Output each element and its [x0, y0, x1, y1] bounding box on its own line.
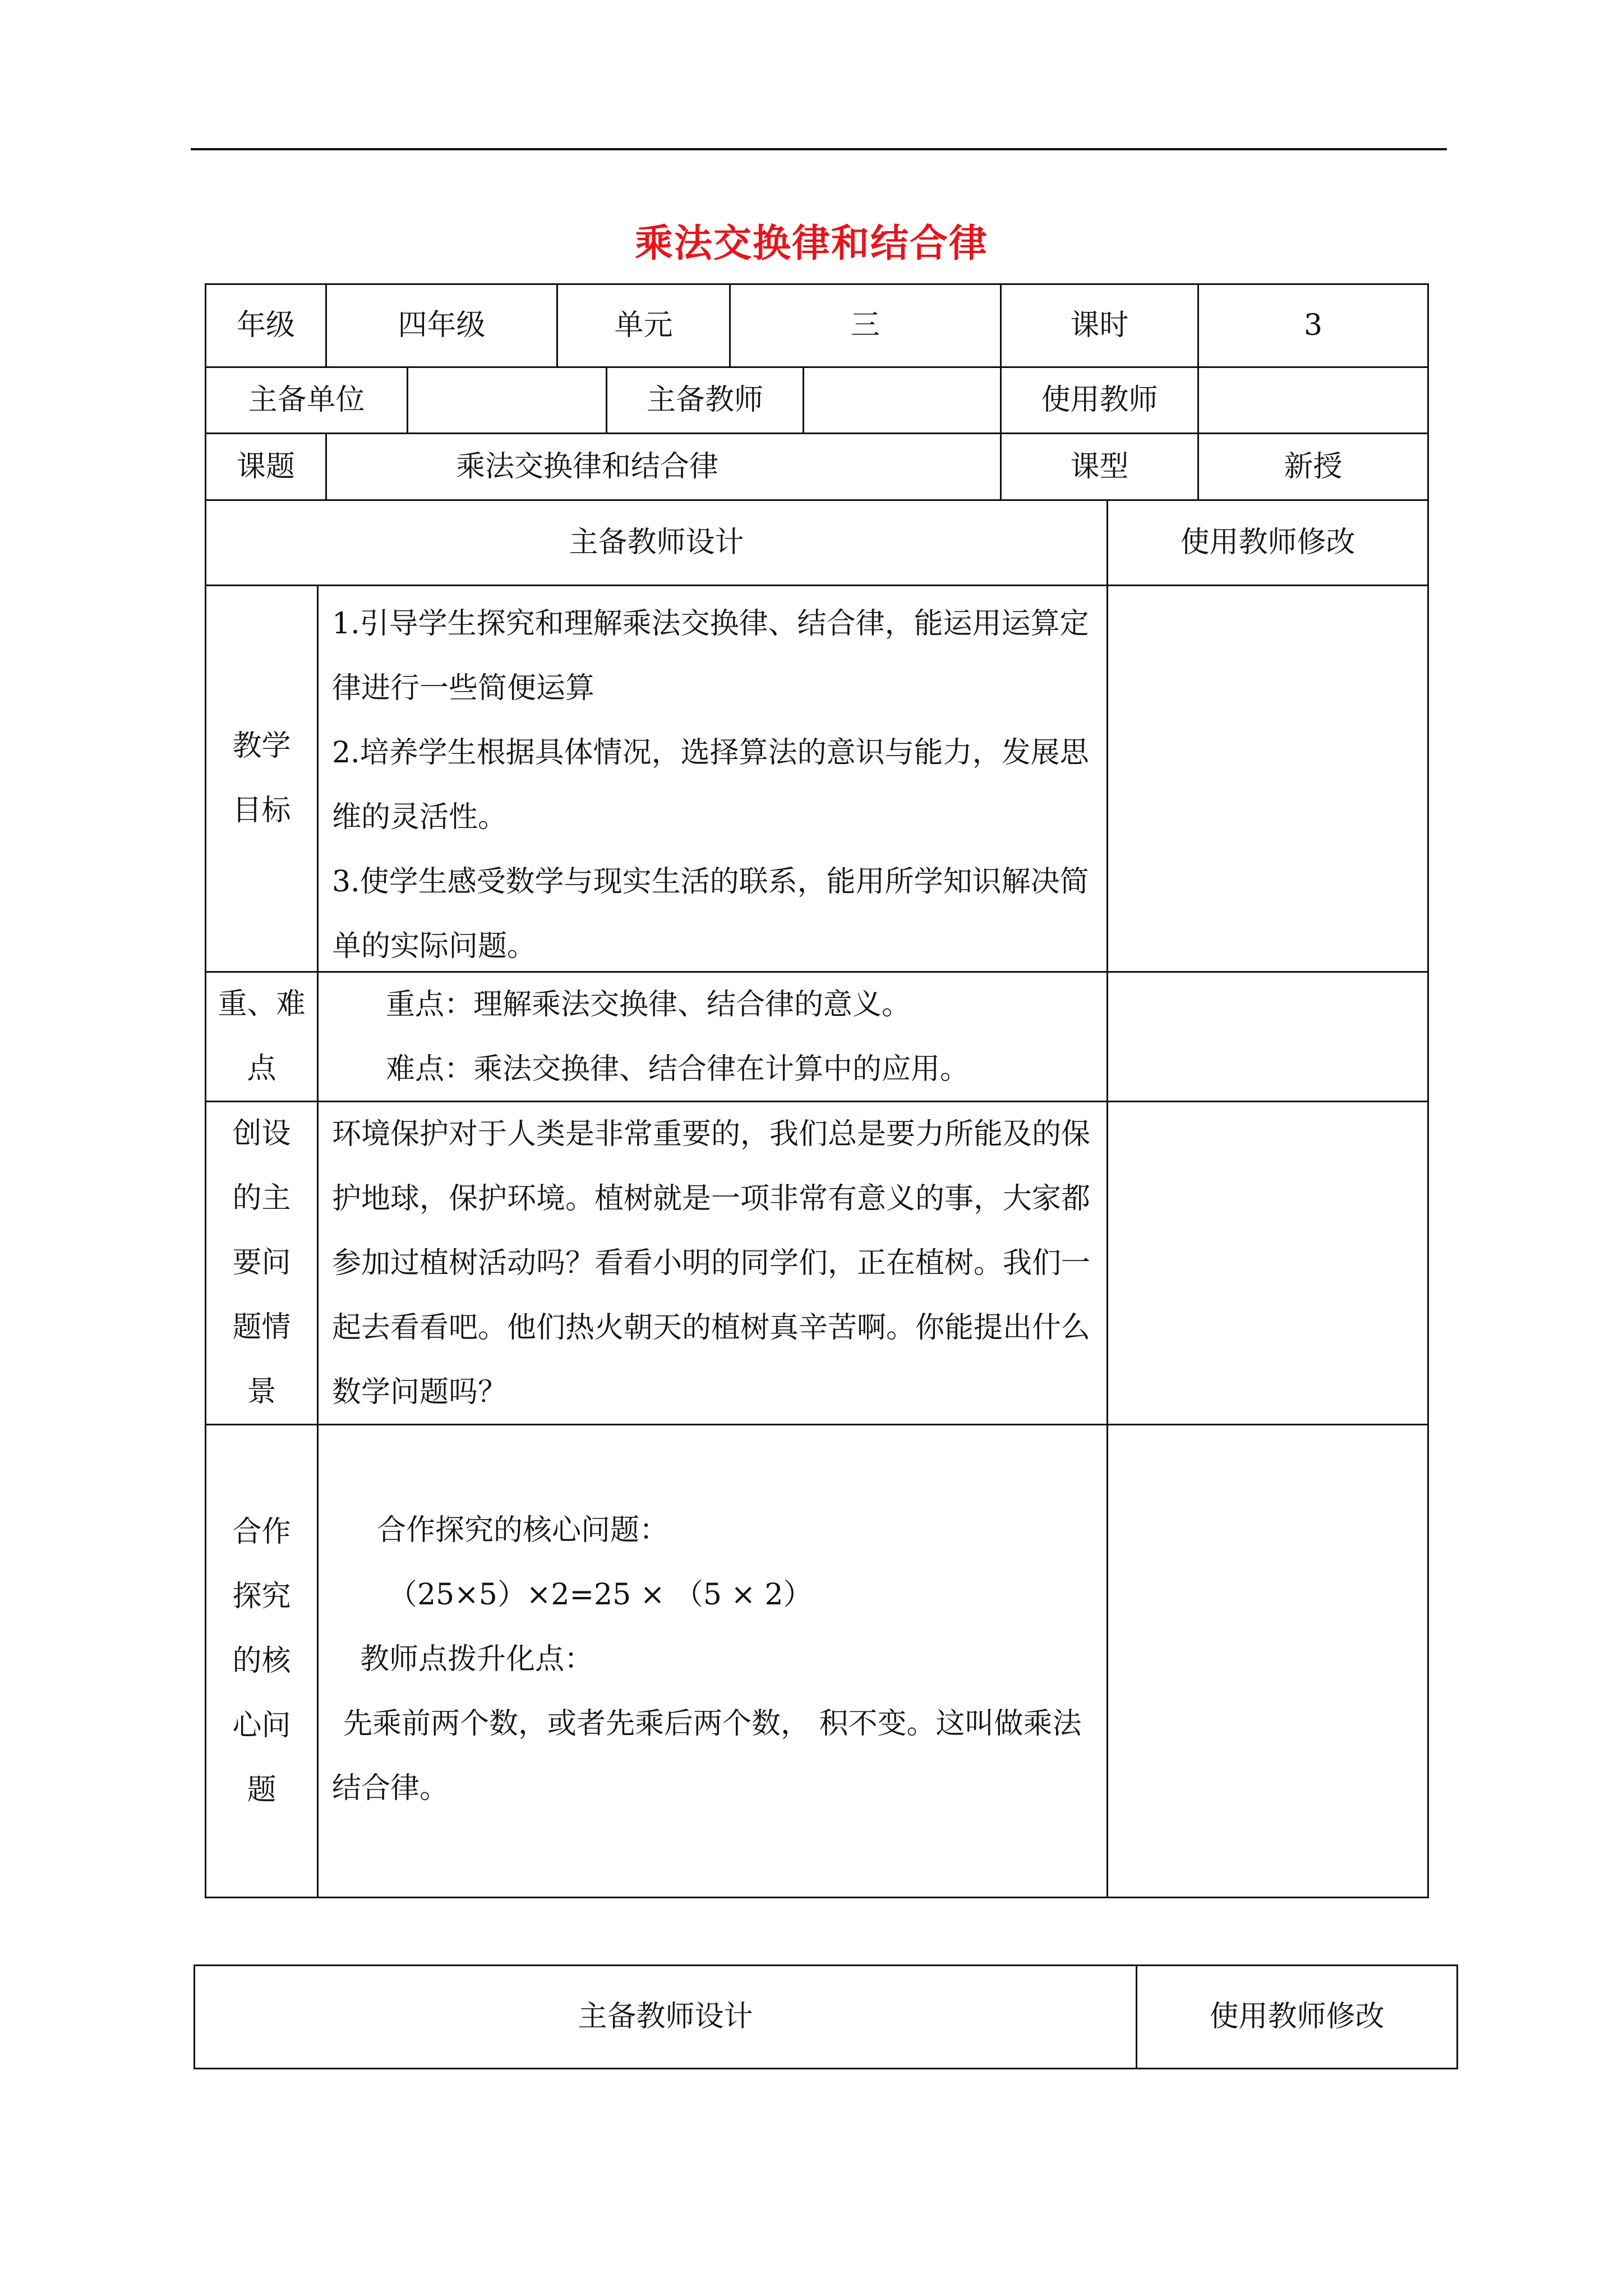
- topic-value: 乘法交换律和结合律: [325, 432, 1002, 501]
- keypoints-label-line: 重、难: [218, 987, 306, 1021]
- cooperation-label-line: 心问: [232, 1708, 291, 1742]
- objectives-line: 单的实际问题。: [332, 930, 537, 963]
- page-title: 乘法交换律和结合律: [634, 221, 988, 266]
- cooperation-modify: [1106, 1424, 1429, 1898]
- topic-label: 课题: [205, 432, 327, 501]
- cooperation-line: 合作探究的核心问题：: [377, 1513, 669, 1547]
- cooperation-label-line: 合作: [232, 1515, 291, 1549]
- cooperation-label-line: 题: [247, 1773, 276, 1807]
- grade-label: 年级: [205, 283, 327, 368]
- objectives-label: [205, 585, 319, 973]
- cooperation-line: 结合律。: [332, 1772, 449, 1805]
- design-header: 主备教师设计: [205, 499, 1108, 586]
- scenario-label-line: 创设: [232, 1117, 291, 1151]
- cooperation-line: 教师点拨升化点：: [360, 1642, 594, 1676]
- scenario-label-line: 要问: [232, 1246, 291, 1280]
- scenario-line: 环境保护对于人类是非常重要的，我们总是要力所能及的保: [332, 1117, 1091, 1151]
- scenario-label: [205, 1101, 319, 1425]
- lead-teacher-value: [803, 366, 1002, 434]
- keypoints-line: 难点：乘法交换律、结合律在计算中的应用。: [386, 1052, 970, 1086]
- user-teacher-label: 使用教师: [1000, 366, 1199, 434]
- keypoints-label-line: 点: [247, 1052, 276, 1085]
- period-label: 课时: [1000, 283, 1199, 368]
- unit-value: 三: [729, 283, 1002, 368]
- objectives-modify: [1106, 585, 1429, 973]
- scenario-modify: [1106, 1101, 1429, 1425]
- cooperation-line: 先乘前两个数，或者先乘后两个数， 积不变。这叫做乘法: [343, 1707, 1082, 1741]
- cooperation-label: [205, 1424, 319, 1898]
- type-value: 新授: [1197, 432, 1429, 501]
- objectives-line: 维的灵活性。: [332, 800, 508, 834]
- user-teacher-value: [1197, 366, 1429, 434]
- scenario-line: 起去看看吧。他们热火朝天的植树真辛苦啊。你能提出什么: [332, 1311, 1091, 1345]
- lead-unit-label: 主备单位: [205, 366, 408, 434]
- scenario-label-line: 题情: [232, 1310, 291, 1344]
- objectives-label-line: 目标: [232, 794, 291, 827]
- objectives-line: 1.引导学生探究和理解乘法交换律、结合律，能运用运算定: [332, 607, 1089, 641]
- lead-unit-value: [407, 366, 607, 434]
- scenario-line: 护地球，保护环境。植树就是一项非常有意义的事，大家都: [332, 1182, 1091, 1216]
- objectives-line: 3.使学生感受数学与现实生活的联系，能用所学知识解决简: [332, 865, 1089, 899]
- objectives-line: 2.培养学生根据具体情况，选择算法的意识与能力，发展思: [332, 736, 1089, 770]
- objectives-label-line: 教学: [232, 729, 291, 763]
- scenario-label-line: 景: [247, 1375, 276, 1409]
- keypoints-content: [317, 971, 1108, 1102]
- modify-header-2: 使用教师修改: [1136, 1964, 1458, 2069]
- objectives-line: 律进行一些简便运算: [332, 671, 595, 705]
- period-value: 3: [1197, 283, 1429, 368]
- grade-value: 四年级: [325, 283, 558, 368]
- header-rule: [191, 148, 1447, 150]
- keypoints-modify: [1106, 971, 1429, 1102]
- scenario-label-line: 的主: [232, 1181, 291, 1215]
- scenario-line: 参加过植树活动吗？看看小明的同学们，正在植树。我们一: [332, 1246, 1091, 1280]
- type-label: 课型: [1000, 432, 1199, 501]
- keypoints-line: 重点：理解乘法交换律、结合律的意义。: [386, 988, 911, 1022]
- keypoints-label: [205, 971, 319, 1102]
- objectives-content: [317, 585, 1108, 973]
- scenario-content: [317, 1101, 1108, 1425]
- cooperation-label-line: 探究: [232, 1579, 291, 1613]
- cooperation-line: （25×5）×2=25 × （5 × 2）: [388, 1578, 813, 1612]
- cooperation-content: [317, 1424, 1108, 1898]
- design-header-2: 主备教师设计: [193, 1964, 1137, 2069]
- cooperation-label-line: 的核: [232, 1644, 291, 1678]
- modify-header: 使用教师修改: [1106, 499, 1429, 586]
- scenario-line: 数学问题吗？: [332, 1375, 508, 1409]
- unit-label: 单元: [556, 283, 731, 368]
- lead-teacher-label: 主备教师: [606, 366, 804, 434]
